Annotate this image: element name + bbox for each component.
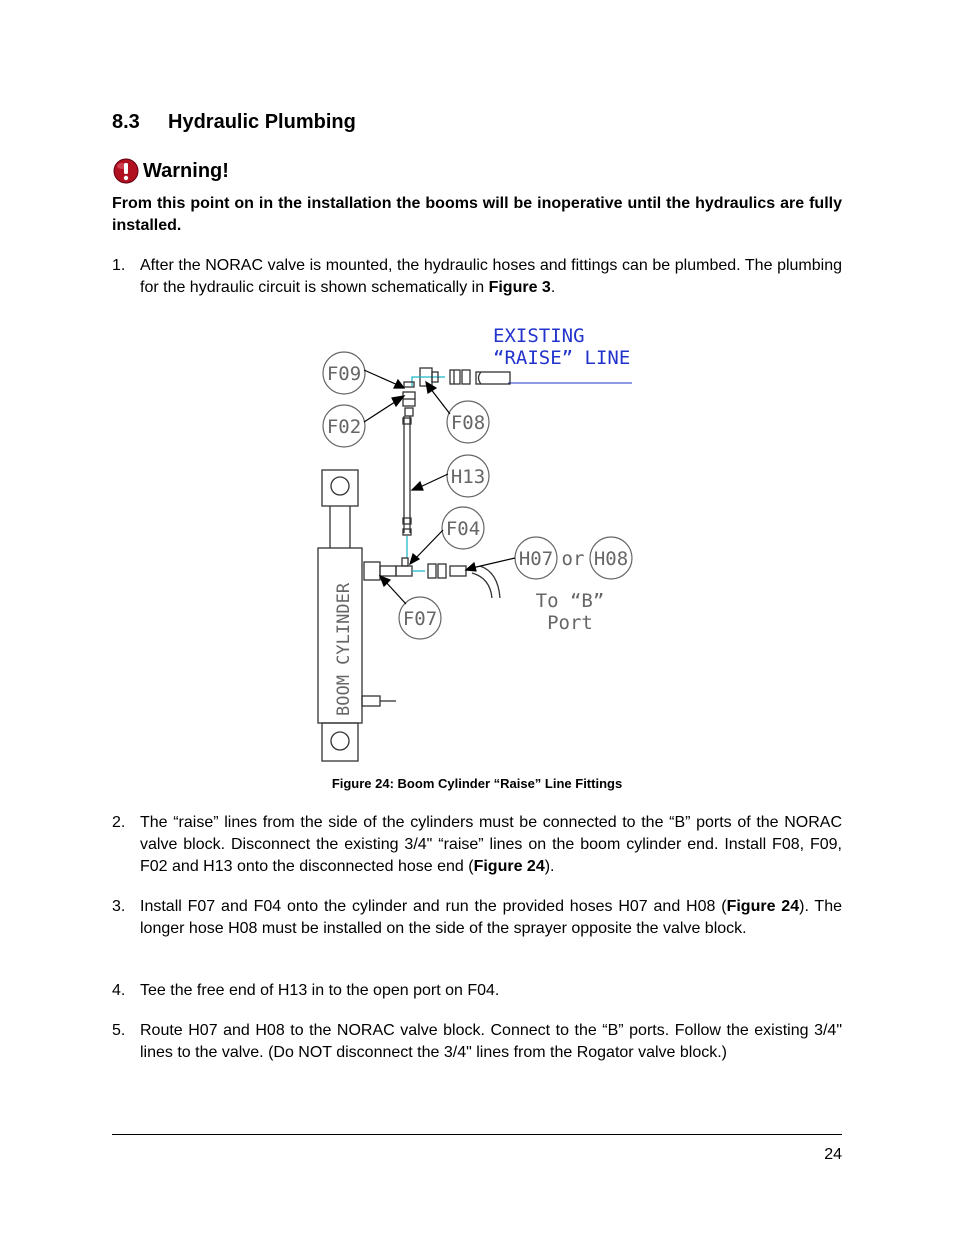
- list-item: [112, 255, 842, 299]
- step-number: 4.: [112, 982, 126, 999]
- list-item: [112, 980, 842, 1002]
- list-item: [112, 1020, 842, 1064]
- callout-f02: F02: [326, 416, 362, 438]
- warning-title: Warning!: [143, 159, 229, 182]
- callout-f09: F09: [326, 363, 362, 385]
- step-number: 5.: [112, 1022, 126, 1039]
- callout-f07: F07: [402, 608, 438, 630]
- callout-or: or: [561, 548, 585, 570]
- step-text: Route H07 and H08 to the NORAC valve block. Connect to the “B” ports. Follow the existing 3/4" lines to the valve. (Do NOT disconnect the 3/4" lines from the Rogator valve block.): [140, 1022, 842, 1061]
- port-label-line2: Port: [547, 612, 593, 634]
- callout-h13: H13: [450, 466, 486, 488]
- step-number: 3.: [112, 898, 126, 915]
- port-label-line1: To “B”: [535, 590, 605, 612]
- list-item: [112, 896, 842, 940]
- footer-divider: [112, 1134, 842, 1135]
- callout-f08: F08: [450, 412, 486, 434]
- warning-icon: [113, 158, 139, 184]
- figure-reference: Figure 24: [726, 898, 800, 915]
- figure-reference: Figure 3: [488, 279, 551, 296]
- step-text: Tee the free end of H13 in to the open port on F04.: [140, 982, 500, 999]
- figure-reference: Figure 24: [473, 858, 545, 875]
- step-text: After the NORAC valve is mounted, the hydraulic hoses and fittings can be plumbed. The plumbing for the hydraulic circuit is shown schematically in Figure 3.: [140, 257, 842, 296]
- page-number: 24: [824, 1146, 842, 1163]
- hydraulic-diagram: [300, 318, 660, 768]
- step-number: 1.: [112, 257, 126, 274]
- warning-header: [113, 157, 229, 185]
- existing-line-label-1: EXISTING: [493, 325, 585, 347]
- section-heading: [112, 111, 356, 134]
- figure-boom-cylinder: [300, 318, 660, 768]
- section-title: Hydraulic Plumbing: [168, 111, 356, 133]
- section-number: 8.3: [112, 111, 140, 133]
- figure-caption: Figure 24: Boom Cylinder “Raise” Line Fittings: [331, 776, 623, 791]
- step-text: The “raise” lines from the side of the cylinders must be connected to the “B” ports of the NORAC valve block. Disconnect the existing 3/4" “raise” lines on the boom cylinder end. Install F08, F09, F02 and H13 onto the disconnected hose end (Figure 24).: [140, 814, 842, 875]
- list-item: [112, 812, 842, 878]
- callout-h08: H08: [593, 548, 629, 570]
- existing-line-label-2: “RAISE” LINE: [493, 347, 631, 369]
- callout-h07: H07: [518, 548, 554, 570]
- cylinder-label: BOOM CYLINDER: [334, 582, 354, 716]
- step-number: 2.: [112, 814, 126, 831]
- warning-body: From this point on in the installation the booms will be inoperative until the hydraulics are fully installed.: [112, 195, 842, 234]
- callout-f04: F04: [445, 518, 481, 540]
- step-text: Install F07 and F04 onto the cylinder and run the provided hoses H07 and H08 (Figure 24). The longer hose H08 must be installed on the side of the sprayer opposite the valve block.: [140, 898, 843, 937]
